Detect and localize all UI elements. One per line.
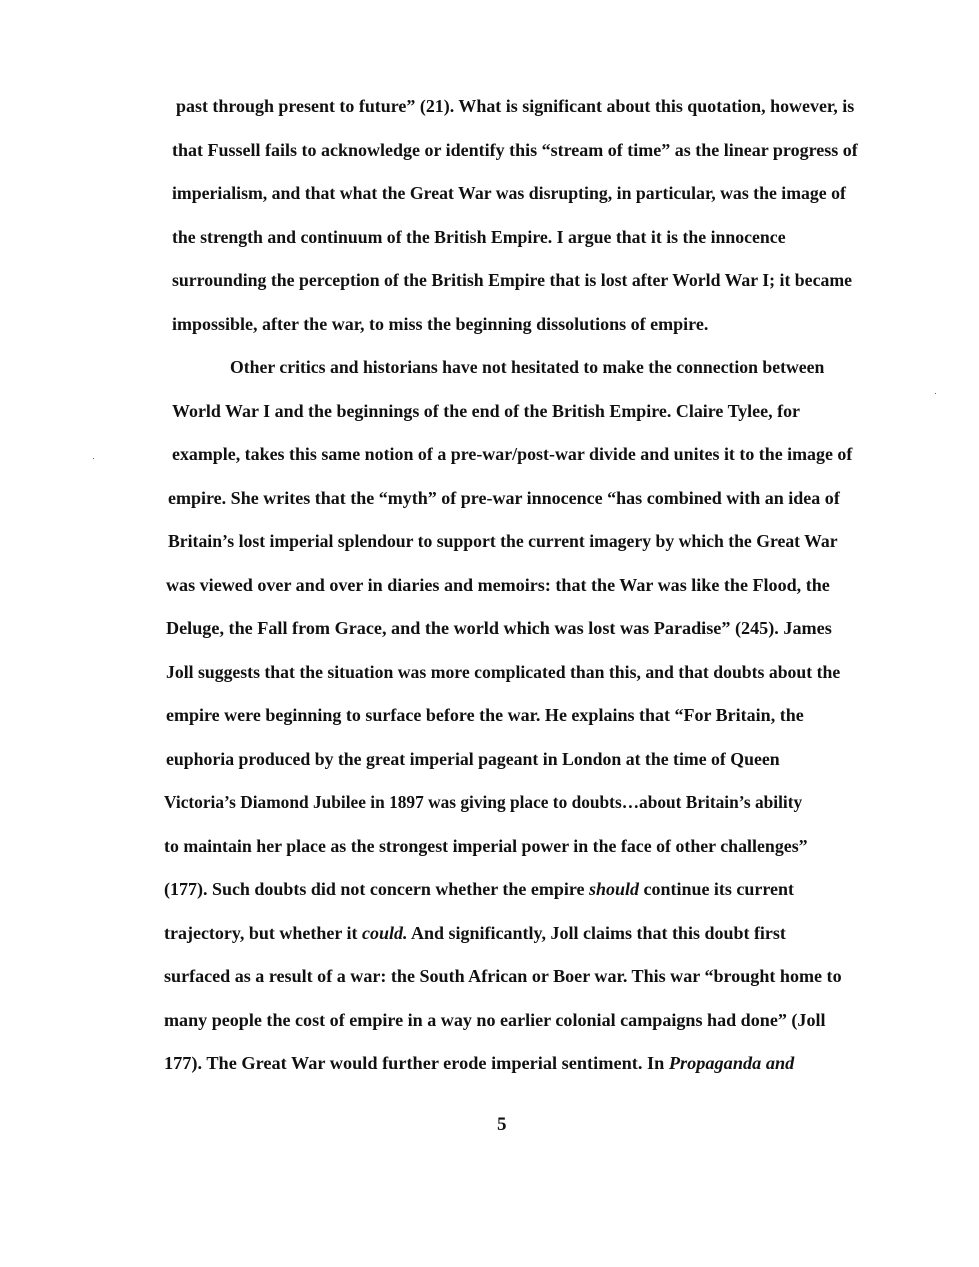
text-line: example, takes this same notion of a pre-war/post-war divide and unites it to the image of [172, 444, 853, 464]
scan-speck [93, 458, 94, 459]
text-segment: And significantly, Joll claims that this doubt first [407, 923, 786, 943]
text-line: surrounding the perception of the British Empire that is lost after World War I; it became [172, 270, 853, 290]
text-line: Victoria’s Diamond Jubilee in 1897 was giving place to doubts…about Britain’s ability [164, 792, 803, 812]
text-line: Britain’s lost imperial splendour to support the current imagery by which the Great War [168, 531, 838, 551]
text-segment: trajectory, but whether it [164, 923, 363, 943]
text-segment: 177). The Great War would further erode imperial sentiment. In [164, 1053, 669, 1073]
italic-text: should [589, 879, 639, 899]
text-line: euphoria produced by the great imperial pageant in London at the time of Queen [166, 749, 780, 769]
text-line: the strength and continuum of the British Empire. I argue that it is the innocence [172, 227, 786, 247]
text-line: World War I and the beginnings of the end of the British Empire. Claire Tylee, for [172, 401, 801, 421]
text-line: many people the cost of empire in a way no earlier colonial campaigns had done” (Joll [164, 1010, 826, 1030]
text-line: was viewed over and over in diaries and memoirs: that the War was like the Flood, the [166, 575, 830, 595]
text-line: to maintain her place as the strongest imperial power in the face of other challenges” [164, 836, 808, 856]
text-line: that Fussell fails to acknowledge or identify this “stream of time” as the linear progress of [172, 140, 858, 160]
scan-speck [935, 393, 936, 394]
text-line [164, 1053, 794, 1073]
text-line: imperialism, and that what the Great War was disrupting, in particular, was the image of [172, 183, 846, 203]
italic-text: Propaganda and [668, 1053, 795, 1073]
text-line: past through present to future” (21). What is significant about this quotation, however, is [176, 96, 855, 116]
italic-text: could. [362, 923, 408, 943]
text-segment: continue its current [638, 879, 795, 899]
text-line: Deluge, the Fall from Grace, and the world which was lost was Paradise” (245). James [166, 618, 832, 638]
text-line: surfaced as a result of a war: the South African or Boer war. This war “brought home to [164, 966, 842, 986]
text-line: Joll suggests that the situation was more complicated than this, and that doubts about the [166, 662, 841, 682]
text-line: empire were beginning to surface before the war. He explains that “For Britain, the [166, 705, 804, 725]
text-line [164, 923, 786, 943]
text-line: empire. She writes that the “myth” of pre-war innocence “has combined with an idea of [168, 488, 840, 508]
text-line: impossible, after the war, to miss the beginning dissolutions of empire. [172, 314, 709, 334]
text-segment: (177). Such doubts did not concern whether the empire [164, 879, 590, 899]
page-number: 5 [497, 1114, 507, 1135]
text-line: Other critics and historians have not hesitated to make the connection between [230, 357, 825, 377]
text-line [164, 879, 794, 899]
